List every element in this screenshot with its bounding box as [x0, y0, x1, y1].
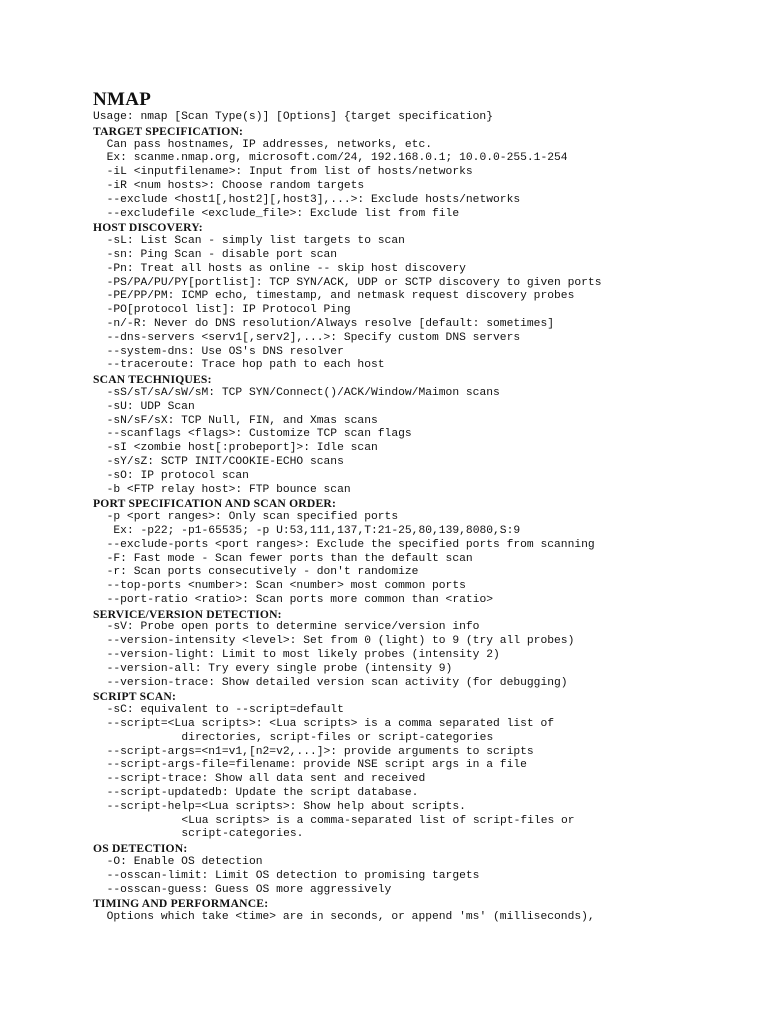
option-line: --excludefile <exclude_file>: Exclude list from file: [106, 207, 460, 220]
option-line: -sU: UDP Scan: [106, 400, 195, 413]
option-line: --script=<Lua scripts>: <Lua scripts> is a comma separated list of: [106, 718, 555, 731]
option-line: -p <port ranges>: Only scan specified ports: [106, 511, 399, 524]
section-heading-scan-techniques: SCAN TECHNIQUES:: [93, 373, 212, 387]
option-line: --script-updatedb: Update the script database.: [106, 787, 419, 800]
section-heading-target-specification: TARGET SPECIFICATION:: [93, 124, 244, 138]
option-line: -sL: List Scan - simply list targets to scan: [106, 235, 405, 248]
option-line: Options which take <time> are in seconds, or append 'ms' (milliseconds),: [106, 911, 595, 924]
document-title: NMAP: [93, 89, 152, 110]
option-line: --version-intensity <level>: Set from 0 (light) to 9 (try all probes): [106, 635, 575, 648]
section-heading-os-detection: OS DETECTION:: [93, 842, 188, 856]
section-heading-timing-and-performance: TIMING AND PERFORMANCE:: [93, 897, 269, 911]
example-line: Ex: -p22; -p1-65535; -p U:53,111,137,T:21-25,80,139,8080,S:9: [113, 524, 521, 537]
continuation-line: script-categories.: [181, 828, 304, 841]
option-line: -sS/sT/sA/sW/sM: TCP SYN/Connect()/ACK/Window/Maimon scans: [106, 386, 500, 399]
option-line: Ex: scanme.nmap.org, microsoft.com/24, 192.168.0.1; 10.0.0-255.1-254: [106, 152, 568, 165]
document-page: [93, 89, 733, 925]
option-line: --osscan-guess: Guess OS more aggressively: [106, 883, 392, 896]
option-line: -sN/sF/sX: TCP Null, FIN, and Xmas scans: [106, 414, 378, 427]
section-heading-service-version-detection: SERVICE/VERSION DETECTION:: [93, 607, 282, 621]
continuation-line: directories, script-files or script-categories: [181, 731, 494, 744]
option-line: --script-trace: Show all data sent and received: [106, 773, 426, 786]
option-line: --exclude <host1[,host2][,host3],...>: Exclude hosts/networks: [106, 193, 521, 206]
option-line: -sY/sZ: SCTP INIT/COOKIE-ECHO scans: [106, 455, 344, 468]
option-line: --system-dns: Use OS's DNS resolver: [106, 345, 344, 358]
usage-line: Usage: nmap [Scan Type(s)] [Options] {target specification}: [93, 111, 493, 123]
option-line: -n/-R: Never do DNS resolution/Always resolve [default: sometimes]: [106, 317, 555, 330]
option-line: -r: Scan ports consecutively - don't randomize: [106, 566, 419, 579]
option-line: -iR <num hosts>: Choose random targets: [106, 179, 365, 192]
option-line: --version-light: Limit to most likely probes (intensity 2): [106, 649, 500, 662]
option-line: -sC: equivalent to --script=default: [106, 704, 344, 717]
option-line: --exclude-ports <port ranges>: Exclude the specified ports from scanning: [106, 538, 595, 551]
option-line: -iL <inputfilename>: Input from list of hosts/networks: [106, 166, 473, 179]
option-line: -sV: Probe open ports to determine service/version info: [106, 621, 480, 634]
option-line: -sI <zombie host[:probeport]>: Idle scan: [106, 442, 378, 455]
continuation-line: <Lua scripts> is a comma-separated list of script-files or: [181, 814, 575, 827]
option-line: -PE/PP/PM: ICMP echo, timestamp, and netmask request discovery probes: [106, 290, 575, 303]
option-line: --script-help=<Lua scripts>: Show help about scripts.: [106, 800, 466, 813]
option-line: --osscan-limit: Limit OS detection to promising targets: [106, 869, 480, 882]
option-line: --version-trace: Show detailed version scan activity (for debugging): [106, 676, 568, 689]
option-line: -sn: Ping Scan - disable port scan: [106, 248, 338, 261]
option-line: -PS/PA/PU/PY[portlist]: TCP SYN/ACK, UDP or SCTP discovery to given ports: [106, 276, 602, 289]
option-line: --dns-servers <serv1[,serv2],...>: Specify custom DNS servers: [106, 331, 521, 344]
option-line: --scanflags <flags>: Customize TCP scan flags: [106, 428, 412, 441]
option-line: Can pass hostnames, IP addresses, networks, etc.: [106, 138, 432, 151]
option-line: --traceroute: Trace hop path to each host: [106, 359, 385, 372]
option-line: -Pn: Treat all hosts as online -- skip host discovery: [106, 262, 466, 275]
section-heading-host-discovery: HOST DISCOVERY:: [93, 221, 203, 235]
option-line: -sO: IP protocol scan: [106, 469, 249, 482]
option-line: --port-ratio <ratio>: Scan ports more common than <ratio>: [106, 593, 494, 606]
option-line: --script-args-file=filename: provide NSE script args in a file: [106, 759, 527, 772]
section-heading-script-scan: SCRIPT SCAN:: [93, 690, 177, 704]
option-line: -O: Enable OS detection: [106, 856, 263, 869]
option-line: -F: Fast mode - Scan fewer ports than the default scan: [106, 552, 473, 565]
option-line: -PO[protocol list]: IP Protocol Ping: [106, 304, 351, 317]
section-heading-port-specification: PORT SPECIFICATION AND SCAN ORDER:: [93, 497, 337, 511]
option-line: -b <FTP relay host>: FTP bounce scan: [106, 483, 351, 496]
option-line: --script-args=<n1=v1,[n2=v2,...]>: provide arguments to scripts: [106, 745, 534, 758]
option-line: --top-ports <number>: Scan <number> most common ports: [106, 580, 466, 593]
option-line: --version-all: Try every single probe (intensity 9): [106, 662, 453, 675]
